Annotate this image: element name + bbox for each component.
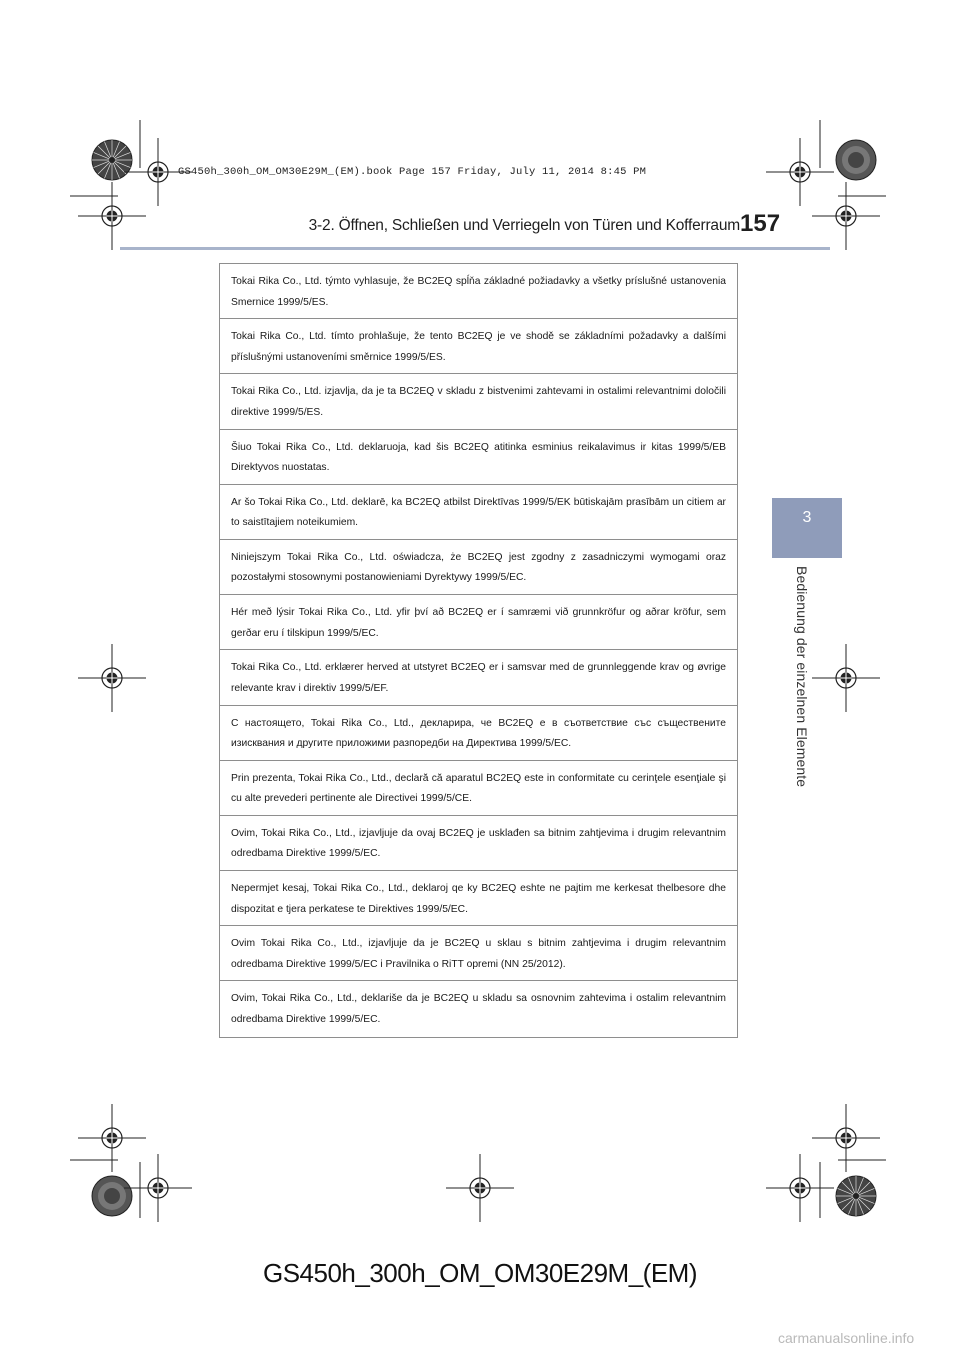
- declaration-text: Ovim, Tokai Rika Co., Ltd., deklariše da je BC2EQ u skladu sa osnovnim zahtevima i ostalim relevantnim odredbama Direktive 1999/5/EC.: [231, 993, 726, 1025]
- page-number: 157: [740, 210, 781, 237]
- declaration-row-icelandic: [220, 595, 737, 650]
- declaration-text: Tokai Rika Co., Ltd. tímto prohlašuje, že tento BC2EQ je ve shodě se základními požadavky a dalšími příslušnými ustanoveními směrnice 1999/5/ES.: [231, 331, 726, 363]
- declaration-row-czech: [220, 319, 737, 374]
- declaration-text: Nepermjet kesaj, Tokai Rika Co., Ltd., deklaroj qe ky BC2EQ eshte ne pajtim me kerkesat thelbesore dhe dispozitat e tjera perkatese te Direktives 1999/5/EC.: [231, 883, 726, 915]
- chapter-number: 3: [802, 509, 812, 526]
- declaration-row-bosnian: [220, 816, 737, 871]
- declaration-text: Šiuo Tokai Rika Co., Ltd. deklaruoja, kad šis BC2EQ atitinka esminius reikalavimus ir kitas 1999/5/EB Direktyvos nuostatas.: [231, 441, 726, 474]
- declaration-row-slovenian: [220, 374, 737, 429]
- declaration-text: Ovim, Tokai Rika Co., Ltd., izjavljuje da ovaj BC2EQ je usklađen sa bitnim zahtjevima i drugim relevantnim odredbama Direktive 1999/5/EC.: [231, 827, 726, 860]
- declaration-text: Hér með lýsir Tokai Rika Co., Ltd. yfir því að BC2EQ er í samræmi við grunnkröfur og aðrar kröfur, sem gerðar eru í tilskipun 1999/5/EC.: [231, 607, 726, 639]
- declaration-table: [219, 263, 738, 1038]
- declaration-row-polish: [220, 540, 737, 595]
- watermark: carmanualsonline.info: [778, 1330, 915, 1346]
- declaration-text: Tokai Rika Co., Ltd. izjavlja, da je ta BC2EQ v skladu z bistvenimi zahtevami in ostalimi relevantnimi določili direktive 1999/5/ES.: [231, 386, 726, 418]
- book-stamp: GS450h_300h_OM_OM30E29M_(EM).book Page 157 Friday, July 11, 2014 8:45 PM: [178, 166, 647, 178]
- declaration-row-romanian: [220, 761, 737, 816]
- chapter-label: Bedienung der einzelnen Elemente: [794, 566, 810, 788]
- section-title: 3-2. Öffnen, Schließen und Verriegeln von Türen und Kofferraum: [308, 217, 740, 234]
- declaration-text: Tokai Rika Co., Ltd. týmto vyhlasuje, že BC2EQ spĺňa základné požiadavky a všetky príslušné ustanovenia Smernice 1999/5/ES.: [231, 276, 726, 308]
- manual-code: GS450h_300h_OM_OM30E29M_(EM): [262, 1258, 697, 1288]
- declaration-row-lithuanian: [220, 430, 737, 485]
- declaration-row-albanian: [220, 871, 737, 926]
- declaration-text: С настоящето, Tokai Rika Co., Ltd., декларира, че BC2EQ е в съответствие със съществените изисквания и другите приложими разпоредби на Директива 1999/5/ЕС.: [231, 717, 726, 749]
- declaration-row-serbian: [220, 981, 737, 1036]
- declaration-text: Ar šo Tokai Rika Co., Ltd. deklarē, ka BC2EQ atbilst Direktīvas 1999/5/EK būtiskajām prasībām un citiem ar to saistītajiem noteikumiem.: [231, 496, 726, 529]
- declaration-text: Prin prezenta, Tokai Rika Co., Ltd., declară că aparatul BC2EQ este in conformitate cu cerinţele esenţiale şi cu alte prevederi pertinente ale Directivei 1999/5/CE.: [231, 772, 726, 805]
- declaration-row-norwegian: [220, 650, 737, 705]
- declaration-text: Ovim Tokai Rika Co., Ltd., izjavljuje da je BC2EQ u sklau s bitnim zahtjevima i drugim relevantnim odredbama Direktive 1999/5/EC i Pravilnika o RiTT opremi (NN 25/2012).: [231, 938, 726, 970]
- declaration-row-bulgarian: [220, 706, 737, 761]
- declaration-row-slovak: [220, 264, 737, 319]
- declaration-row-latvian: [220, 485, 737, 540]
- declaration-text: Tokai Rika Co., Ltd. erklærer herved at utstyret BC2EQ er i samsvar med de grunnleggende krav og øvrige relevante krav i direktiv 1999/5/EF.: [231, 662, 726, 694]
- header-rule: [120, 247, 830, 250]
- declaration-text: Niniejszym Tokai Rika Co., Ltd. oświadcza, że BC2EQ jest zgodny z zasadniczymi wymogami oraz pozostałymi stosownymi postanowieniami Dyrektywy 1999/5/EC.: [231, 551, 726, 584]
- declaration-row-croatian: [220, 926, 737, 981]
- chapter-tab: [772, 498, 842, 558]
